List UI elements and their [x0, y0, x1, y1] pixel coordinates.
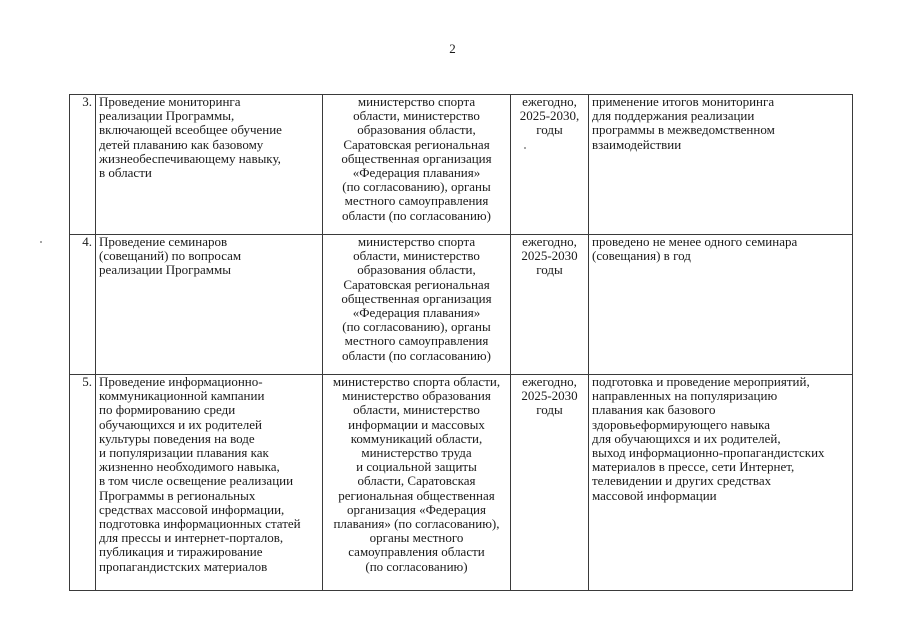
text-line: организация «Федерация — [347, 501, 486, 517]
executors-cell — [323, 235, 511, 375]
text-line: 2025-2030 — [521, 248, 578, 264]
text-line: Проведение мониторинга — [99, 94, 241, 109]
text-line: применение итогов мониторинга — [592, 94, 775, 109]
text-line: (по согласованию), органы — [342, 319, 491, 335]
text-line: «Федерация плавания» — [352, 305, 481, 321]
text-line: министерство труда — [361, 445, 472, 461]
text-line: 2025-2030, — [519, 108, 580, 124]
text-line: области, министерство — [353, 248, 480, 264]
text-line: реализации Программы — [99, 262, 231, 278]
result-cell — [589, 95, 853, 235]
text-line: программы в межведомственном — [592, 122, 775, 138]
text-line: Программы в региональных — [99, 487, 256, 503]
table-row — [70, 235, 853, 375]
deadline-cell — [511, 375, 589, 591]
text-line: (совещания) в год — [592, 248, 691, 264]
text-line: коммуникаций области, — [350, 430, 483, 446]
text-line: региональная общественная — [338, 487, 495, 503]
text-line: области, Саратовская — [357, 473, 476, 489]
text-line: области, министерство — [353, 402, 480, 418]
text-line: Проведение информационно- — [99, 374, 263, 389]
text-line: взаимодействии — [592, 136, 682, 152]
text-line: образования области, — [357, 262, 476, 278]
text-line: области, министерство — [353, 108, 480, 124]
text-line: реализации Программы, — [99, 108, 235, 124]
text-line: министерство образования — [342, 388, 491, 404]
text-line: жизненно необходимого навыка, — [99, 459, 280, 475]
text-line: массовой информации — [592, 487, 717, 503]
text-line: годы — [536, 402, 563, 418]
text-line: материалов в прессе, сети Интернет, — [592, 459, 795, 475]
text-line: публикация и тиражирование — [99, 544, 263, 560]
row-number: 5. — [70, 375, 96, 591]
text-line: ежегодно, — [522, 234, 577, 249]
text-line: плавания» (по согласованию), — [333, 516, 500, 532]
text-line: детей плаванию как базовому — [99, 136, 264, 152]
text-line: общественная организация — [341, 150, 492, 166]
text-line: Саратовская региональная — [343, 276, 490, 292]
executors-cell — [323, 95, 511, 235]
text-line: пропагандистских материалов — [99, 558, 268, 574]
row-number: 3. — [70, 95, 96, 235]
table-row — [70, 375, 853, 591]
text-line: коммуникационной кампании — [99, 388, 265, 404]
text-line: и популяризации плавания как — [99, 445, 269, 461]
text-line: (совещаний) по вопросам — [99, 248, 242, 264]
text-line: в том числе освещение реализации — [99, 473, 294, 489]
text-line: средствах массовой информации, — [99, 501, 285, 517]
text-line: включающей всеобщее обучение — [99, 122, 282, 138]
activity-cell — [96, 95, 323, 235]
text-line: годы — [536, 122, 563, 138]
text-line: обучающихся и их родителей — [99, 416, 263, 432]
activity-cell — [96, 235, 323, 375]
text-line: информации и массовых — [348, 416, 485, 432]
table-row — [70, 95, 853, 235]
row-number: 4. — [70, 235, 96, 375]
text-line: ежегодно, — [522, 374, 577, 389]
result-cell — [589, 235, 853, 375]
deadline-cell — [511, 95, 589, 235]
text-line: для прессы и интернет-порталов, — [99, 530, 284, 546]
activities-table — [69, 94, 853, 591]
text-line: министерство спорта — [357, 94, 476, 109]
text-line: выход информационно-пропагандистских — [592, 445, 825, 461]
text-line: местного самоуправления — [344, 333, 489, 349]
text-line: «Федерация плавания» — [352, 165, 481, 181]
text-line: (по согласованию), органы — [342, 179, 491, 195]
text-line: здоровьеформирующего навыка — [592, 416, 770, 432]
text-line: подготовка информационных статей — [99, 516, 301, 532]
scan-speck — [524, 147, 526, 149]
deadline-cell — [511, 235, 589, 375]
executors-cell — [323, 375, 511, 591]
text-line: (по согласованию) — [365, 558, 468, 574]
text-line: культуры поведения на воде — [99, 430, 255, 446]
activity-cell — [96, 375, 323, 591]
text-line: органы местного — [369, 530, 464, 546]
text-line: области (по согласованию) — [342, 207, 491, 223]
text-line: образования области, — [357, 122, 476, 138]
text-line: для обучающихся и их родителей, — [592, 430, 781, 446]
text-line: министерство спорта — [357, 234, 476, 249]
text-line: годы — [536, 262, 563, 278]
text-line: телевидении и других средствах — [592, 473, 772, 489]
scan-speck — [40, 241, 42, 243]
text-line: для поддержания реализации — [592, 108, 755, 124]
text-line: местного самоуправления — [344, 193, 489, 209]
text-line: плавания как базового — [592, 402, 716, 418]
text-line: министерство спорта области, — [332, 374, 501, 389]
text-line: области (по согласованию) — [342, 347, 491, 363]
text-line: Саратовская региональная — [343, 136, 490, 152]
text-line: подготовка и проведение мероприятий, — [592, 374, 810, 389]
text-line: Проведение семинаров — [99, 234, 228, 249]
text-line: ежегодно, — [522, 94, 577, 109]
text-line: самоуправления области — [348, 544, 485, 560]
text-line: проведено не менее одного семинара — [592, 234, 798, 249]
text-line: 2025-2030 — [521, 388, 578, 404]
page-number: 2 — [449, 41, 456, 56]
text-line: жизнеобеспечивающему навыку, — [99, 150, 281, 166]
result-cell — [589, 375, 853, 591]
text-line: в области — [99, 165, 152, 181]
text-line: общественная организация — [341, 290, 492, 306]
text-line: и социальной защиты — [356, 459, 477, 475]
text-line: по формированию среди — [99, 402, 236, 418]
text-line: направленных на популяризацию — [592, 388, 778, 404]
